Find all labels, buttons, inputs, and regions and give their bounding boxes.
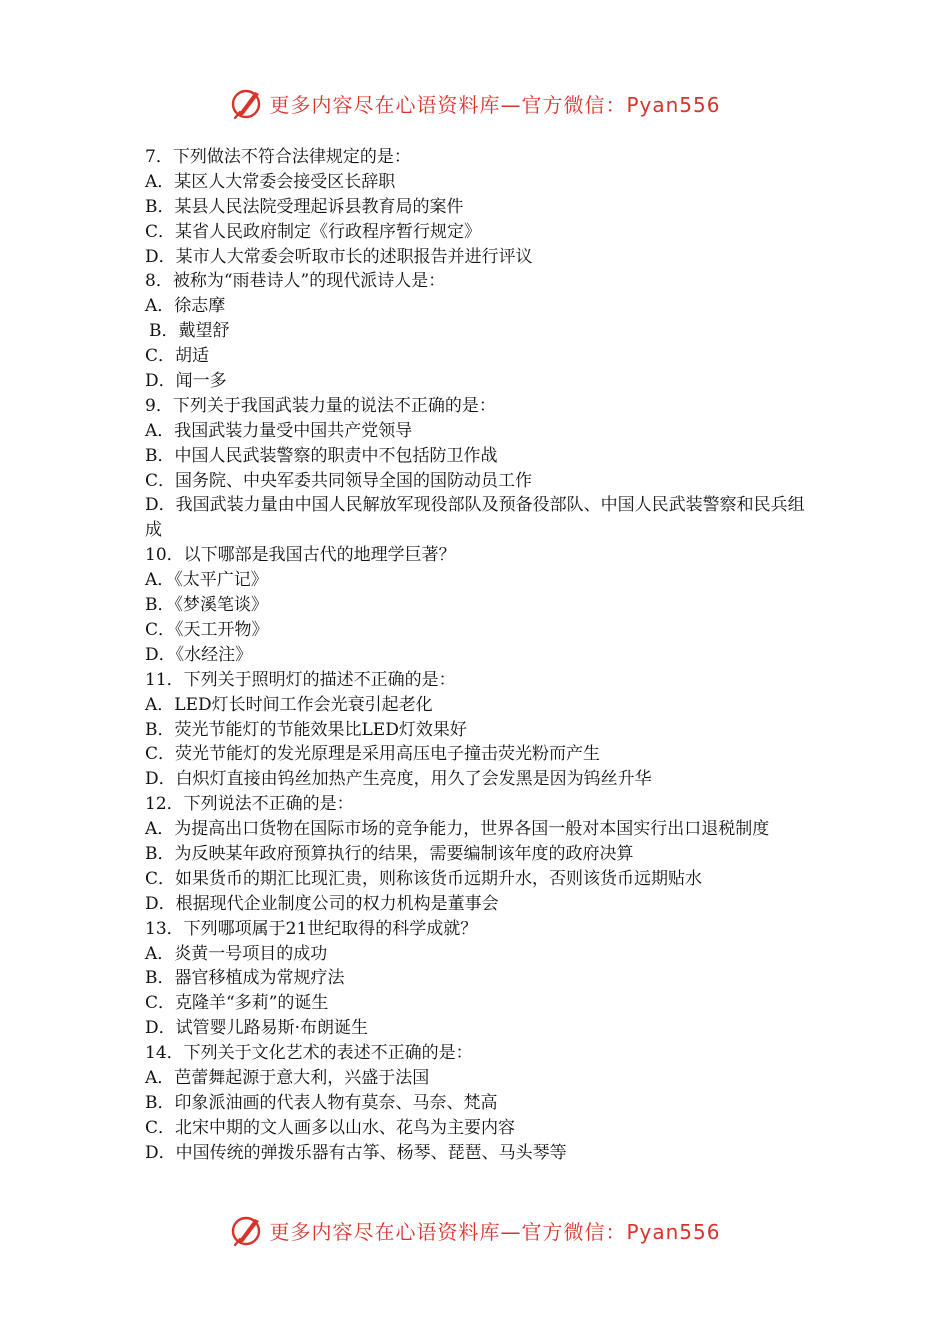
question-stem: 12．下列说法不正确的是： bbox=[145, 794, 354, 815]
quill-pen-logo-icon bbox=[229, 1212, 265, 1248]
option-d: D．中国传统的弹拨乐器有古筝、杨琴、琵琶、马头琴等 bbox=[145, 1142, 567, 1163]
banner-text: 更多内容尽在心语资料库—官方微信：Pyan556 bbox=[269, 1219, 721, 1244]
option-d: D．《水经注》 bbox=[145, 644, 253, 665]
question-stem: 7．下列做法不符合法律规定的是： bbox=[145, 147, 411, 167]
banner-text: 更多内容尽在心语资料库—官方微信：Pyan556 bbox=[269, 92, 721, 117]
question-13 bbox=[145, 917, 815, 1041]
option-a: A．某区人大常委会接受区长辞职 bbox=[145, 171, 396, 192]
option-c: C．国务院、中央军委共同领导全国的国防动员工作 bbox=[145, 470, 533, 491]
question-stem: 8．被称为“雨巷诗人”的现代派诗人是： bbox=[145, 271, 446, 292]
option-b: B．中国人民武装警察的职责中不包括防卫作战 bbox=[145, 445, 498, 466]
option-c: C．北宋中期的文人画多以山水、花鸟为主要内容 bbox=[145, 1117, 516, 1138]
question-11 bbox=[145, 668, 815, 792]
quill-pen-logo-icon bbox=[229, 85, 265, 121]
question-stem: 9．下列关于我国武装力量的说法不正确的是： bbox=[145, 395, 496, 416]
option-d: D．试管婴儿路易斯·布朗诞生 bbox=[145, 1018, 369, 1039]
question-stem: 11．下列关于照明灯的描述不正确的是： bbox=[145, 669, 456, 690]
question-9 bbox=[145, 394, 815, 543]
option-c: C．荧光节能灯的发光原理是采用高压电子撞击荧光粉而产生 bbox=[145, 744, 601, 765]
option-c: C．胡适 bbox=[145, 346, 210, 367]
option-a: A．LED灯长时间工作会光衰引起老化 bbox=[145, 694, 433, 715]
option-a: A．芭蕾舞起源于意大利，兴盛于法国 bbox=[145, 1068, 430, 1088]
option-a: A．为提高出口货物在国际市场的竞争能力，世界各国一般对本国实行出口退税制度 bbox=[145, 819, 770, 840]
option-b: B．荧光节能灯的节能效果比LED灯效果好 bbox=[145, 719, 467, 740]
question-10 bbox=[145, 543, 815, 667]
question-7 bbox=[145, 145, 815, 269]
question-stem: 13．下列哪项属于21世纪取得的科学成就？ bbox=[145, 918, 478, 939]
option-b: B．戴望舒 bbox=[149, 321, 230, 342]
option-b: B．为反映某年政府预算执行的结果，需要编制该年度的政府决算 bbox=[145, 843, 634, 864]
option-c: C．克隆羊“多莉”的诞生 bbox=[145, 993, 329, 1014]
header-banner bbox=[0, 83, 950, 123]
option-b: B．《梦溪笔谈》 bbox=[145, 595, 268, 616]
question-stem: 14．下列关于文化艺术的表述不正确的是： bbox=[145, 1043, 473, 1064]
option-b: B．某县人民法院受理起诉县教育局的案件 bbox=[145, 196, 464, 217]
option-d: D．闻一多 bbox=[145, 371, 227, 392]
option-d: D．根据现代企业制度公司的权力机构是董事会 bbox=[145, 893, 499, 914]
option-c: C．如果货币的期汇比现汇贵，则称该货币远期升水，否则该货币远期贴水 bbox=[145, 868, 703, 889]
option-d: D．白炽灯直接由钨丝加热产生亮度，用久了会发黑是因为钨丝升华 bbox=[145, 769, 652, 790]
question-stem: 10．以下哪部是我国古代的地理学巨著？ bbox=[145, 545, 456, 566]
option-c: C．某省人民政府制定《行政程序暂行规定》 bbox=[145, 221, 482, 242]
footer-banner bbox=[0, 1210, 950, 1250]
question-8 bbox=[145, 269, 815, 393]
question-list bbox=[145, 145, 815, 1166]
question-14 bbox=[145, 1041, 815, 1165]
option-a: A．《太平广记》 bbox=[145, 570, 268, 591]
option-b: B．器官移植成为常规疗法 bbox=[145, 968, 345, 989]
question-12 bbox=[145, 792, 815, 916]
option-c: C．《天工开物》 bbox=[145, 619, 269, 640]
option-d: D．我国武装力量由中国人民解放军现役部队及预备役部队、中国人民武装警察和民兵组成 bbox=[145, 495, 805, 541]
option-a: A．徐志摩 bbox=[145, 296, 226, 317]
option-a: A．我国武装力量受中国共产党领导 bbox=[145, 420, 413, 441]
option-b: B．印象派油画的代表人物有莫奈、马奈、梵高 bbox=[145, 1092, 498, 1113]
option-d: D．某市人大常委会听取市长的述职报告并进行评议 bbox=[145, 246, 533, 267]
option-a: A．炎黄一号项目的成功 bbox=[145, 943, 328, 964]
